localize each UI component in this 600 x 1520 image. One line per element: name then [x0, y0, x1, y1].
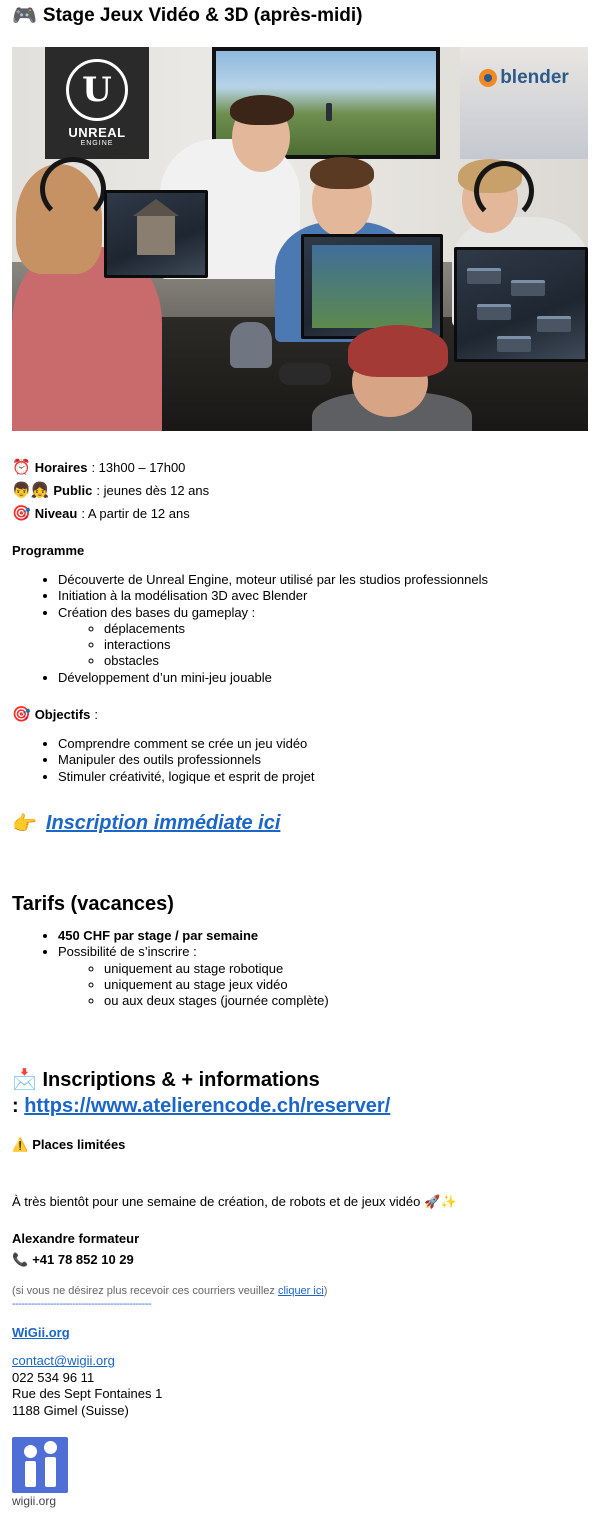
warning-text: Places limitées — [32, 1137, 126, 1153]
page-title-text: Stage Jeux Vidéo & 3D (après-midi) — [42, 4, 363, 26]
monitor-center — [301, 234, 443, 339]
signature-name: Alexandre formateur — [12, 1231, 140, 1247]
blender-logo-icon — [479, 69, 497, 87]
target-icon: 🎯 — [12, 706, 31, 724]
places-warning — [12, 1135, 588, 1155]
options-sublist — [58, 961, 588, 1010]
unsubscribe-suffix: ) — [323, 1285, 328, 1298]
registration-link[interactable]: Inscription immédiate ici — [45, 812, 281, 835]
unsubscribe-prefix: (si vous ne désirez plus recevoir ces courriers veuillez — [12, 1285, 278, 1298]
list-item-text: Possibilité de s’inscrire : — [58, 944, 197, 960]
list-item — [58, 605, 588, 670]
monitor-right — [454, 247, 588, 362]
figurine — [230, 322, 272, 368]
list-item: • Initiation à la modélisation 3D avec Blender — [58, 588, 588, 604]
blender-banner — [460, 47, 588, 159]
info-horaires — [12, 456, 588, 479]
org-city: 1188 Gimel (Suisse) — [12, 1402, 129, 1418]
closing-message — [12, 1192, 588, 1212]
list-item-text: Création des bases du gameplay : — [58, 604, 256, 620]
blender-banner-text: blender — [500, 67, 569, 88]
info-value: : 13h00 – 17h00 — [91, 460, 186, 475]
info-label: Niveau — [34, 506, 78, 521]
game-controller-icon: 🎮 — [12, 5, 37, 27]
list-item: • Comprendre comment se crée un jeu vidéo — [58, 736, 588, 752]
tarifs-heading: Tarifs (vacances) — [12, 892, 174, 915]
alarm-clock-icon: ⏰ — [12, 459, 31, 476]
objectifs-list — [12, 736, 588, 785]
game-controller — [279, 363, 331, 385]
info-niveau — [12, 502, 588, 525]
monitor-left — [104, 190, 208, 278]
tarifs-list — [12, 928, 588, 1009]
info-value: : A partir de 12 ans — [81, 506, 190, 521]
signature — [12, 1228, 588, 1270]
objectifs-label: Objectifs — [34, 707, 91, 723]
unreal-banner-text: UNREAL — [68, 125, 126, 140]
unreal-engine-banner — [45, 47, 149, 159]
programme-heading: Programme — [12, 543, 85, 558]
closing-text: À très bientôt pour une semaine de création, de robots et de jeux vidéo — [12, 1194, 421, 1210]
reservation-url-link[interactable]: https://www.atelierencode.ch/reserver/ — [24, 1095, 391, 1118]
wigii-logo[interactable] — [12, 1437, 69, 1508]
sub-list-item: ◦ obstacles — [104, 653, 588, 669]
org-address — [12, 1353, 588, 1419]
list-item: • Développement d’un mini-jeu jouable — [58, 670, 588, 686]
sub-list-item: ◦ déplacements — [104, 621, 588, 637]
unreal-banner-subtext: ENGINE — [80, 140, 114, 147]
pointing-hand-icon: 👉 — [12, 813, 37, 836]
list-item: • Stimuler créativité, logique et esprit de projet — [58, 769, 588, 785]
list-item — [58, 944, 588, 1009]
org-block — [12, 1325, 588, 1340]
target-icon: 🎯 — [12, 505, 31, 522]
objectifs-suffix: : — [94, 707, 98, 723]
contact-title: Inscriptions & + informations — [42, 1069, 320, 1092]
objectifs-heading — [12, 705, 588, 725]
org-street: Rue des Sept Fontaines 1 — [12, 1386, 163, 1402]
wigii-logo-icon — [12, 1437, 68, 1493]
org-phone: 022 534 96 11 — [12, 1369, 95, 1385]
org-name-link[interactable]: WiGii.org — [12, 1325, 70, 1341]
phone-icon: 📞 — [12, 1252, 29, 1268]
hero-image — [12, 47, 588, 431]
rocket-sparkles-icon: 🚀✨ — [424, 1194, 457, 1210]
programme-list — [12, 572, 588, 686]
email-link[interactable]: contact@wigii.org — [12, 1353, 115, 1369]
sub-list-item: ◦ ou aux deux stages (journée complète) — [104, 993, 588, 1009]
signature-phone — [12, 1249, 588, 1270]
contact-heading — [12, 1067, 588, 1119]
info-label: Public — [53, 483, 93, 498]
list-item — [58, 928, 588, 944]
list-item: • Manipuler des outils professionnels — [58, 752, 588, 768]
info-block — [12, 456, 588, 525]
info-value: : jeunes dès 12 ans — [96, 483, 210, 498]
kids-icon: 👦👧 — [12, 482, 50, 499]
warning-icon: ⚠️ — [12, 1137, 29, 1153]
sub-list-item: ◦ interactions — [104, 637, 588, 653]
registration-cta — [12, 809, 588, 839]
sub-list-item: ◦ uniquement au stage robotique — [104, 961, 588, 977]
contact-prefix: : — [12, 1095, 25, 1118]
page-title — [12, 0, 588, 28]
info-label: Horaires — [34, 460, 88, 475]
unreal-logo-icon: U — [66, 59, 128, 121]
footer-divider: -------------------------------------------- — [12, 1298, 152, 1311]
gameplay-sublist — [58, 621, 588, 670]
list-item: • Découverte de Unreal Engine, moteur utilisé par les studios professionnels — [58, 572, 588, 588]
wigii-logo-text: wigii.org — [12, 1494, 57, 1509]
price-text: 450 CHF par stage / par semaine — [58, 927, 259, 943]
envelope-icon: 📩 — [12, 1069, 37, 1092]
unsubscribe-notice — [12, 1284, 588, 1298]
unsubscribe-link[interactable]: cliquer ici — [277, 1285, 324, 1298]
signature-phone-number: +41 78 852 10 29 — [32, 1252, 134, 1268]
info-public — [12, 479, 588, 502]
sub-list-item: ◦ uniquement au stage jeux vidéo — [104, 977, 588, 993]
